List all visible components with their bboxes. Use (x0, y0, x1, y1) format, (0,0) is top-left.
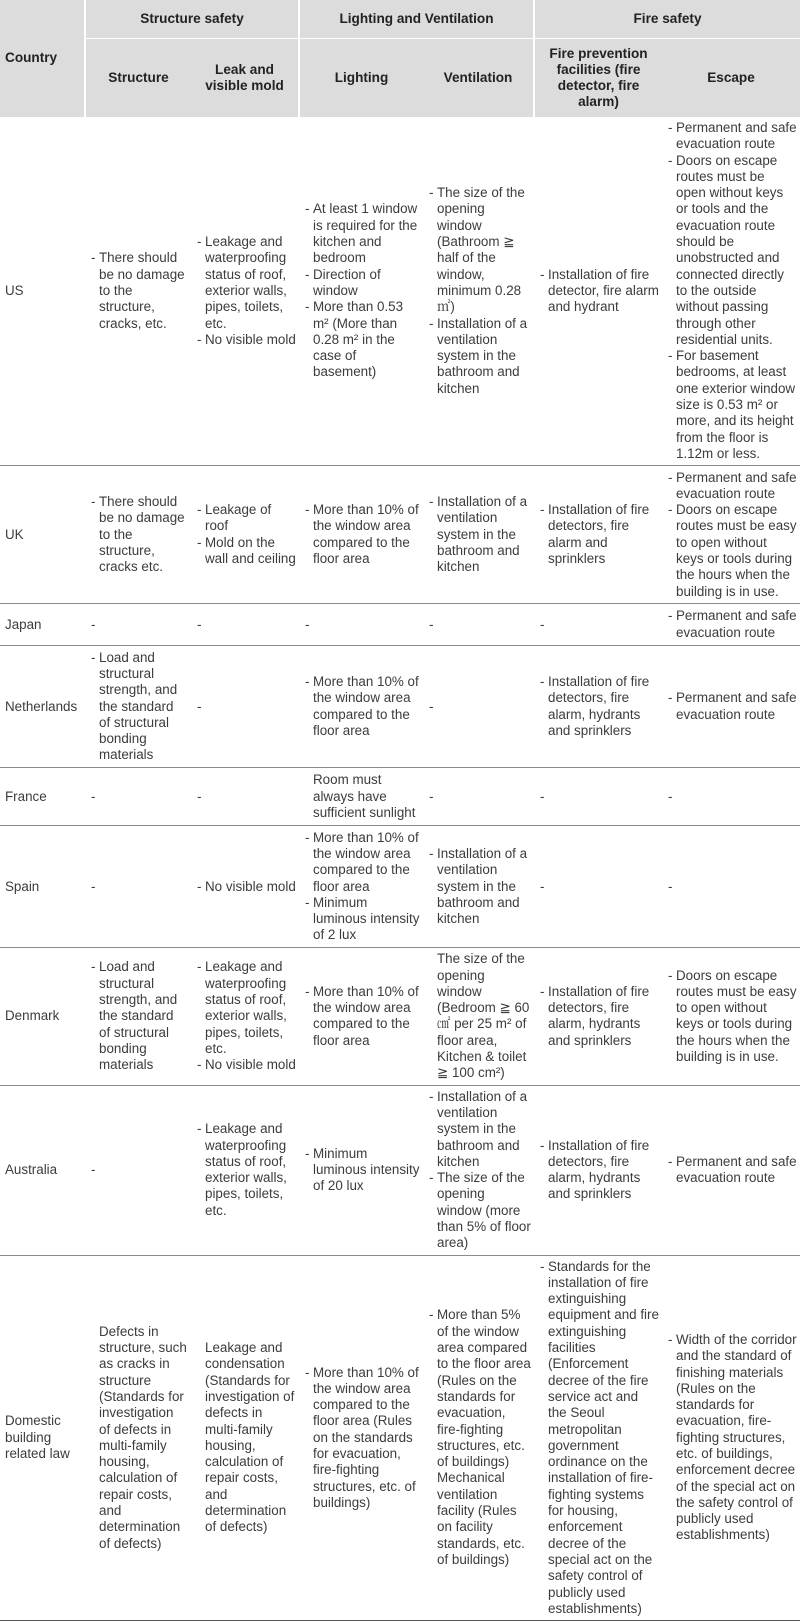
cell-lighting (299, 1255, 423, 1621)
table-row (0, 646, 800, 768)
cell-leak-mold (191, 466, 299, 604)
country-cell: Japan (0, 604, 85, 646)
cell-text: - (197, 698, 202, 714)
cell-fire-prevention (534, 466, 662, 604)
cell-structure (85, 948, 191, 1085)
cell-text: - (668, 878, 673, 894)
list-item: - Leakage of roof (197, 502, 296, 535)
cell-text: - (540, 788, 545, 804)
column-header-lighting: Lighting (299, 39, 423, 118)
list-item: - More than 10% of the window area compared to the floor area (305, 502, 420, 567)
cell-structure (85, 646, 191, 768)
cell-lighting (299, 117, 423, 466)
list-item: - More than 10% of the window area compared to the floor area (305, 674, 420, 739)
list-item (197, 1340, 296, 1536)
cell-structure (85, 117, 191, 466)
cell-escape (662, 768, 800, 826)
column-header-ventilation: Ventilation (423, 39, 534, 118)
table-row (0, 826, 800, 948)
list-item: - Installation of a ventilation system in the bathroom and kitchen (429, 494, 531, 575)
cell-fire-prevention (534, 604, 662, 646)
list-item: - Leakage and waterproofing status of roof, exterior walls, pipes, toilets, etc. (197, 959, 296, 1057)
list-item: - Installation of fire detectors, fire alarm, hydrants and sprinklers (540, 1138, 659, 1203)
country-cell: Spain (0, 826, 85, 948)
list-item (305, 772, 420, 821)
list-item (91, 1324, 188, 1552)
cell-text: - (197, 616, 202, 632)
column-header-leak-mold: Leak and visible mold (191, 39, 299, 118)
list-item: - Load and structural strength, and the standard of structural bonding materials (91, 959, 188, 1073)
table-header (0, 0, 800, 117)
cell-text: - (429, 698, 434, 714)
table-row (0, 117, 800, 466)
cell-leak-mold (191, 117, 299, 466)
list-item: - Installation of fire detectors, fire alarm, hydrants and sprinklers (540, 674, 659, 739)
country-cell: France (0, 768, 85, 826)
cell-leak-mold (191, 948, 299, 1085)
cell-fire-prevention (534, 117, 662, 466)
list-item: - Direction of window (305, 267, 420, 300)
cell-structure (85, 768, 191, 826)
cell-leak-mold (191, 646, 299, 768)
list-item: - Standards for the installation of fire extinguishing equipment and fire extinguishing facilities (Enforcement decree of the fire service act and the Seoul metropolitan government ordinance on the installation of fire-fighting systems for housing, enforcement decree of the special act on the safety control of publicly used establishments) (540, 1259, 659, 1618)
list-item: - Leakage and waterproofing status of roof, exterior walls, pipes, toilets, etc. (197, 234, 296, 332)
cell-fire-prevention (534, 826, 662, 948)
cell-structure (85, 466, 191, 604)
cell-lighting (299, 604, 423, 646)
cell-lighting (299, 948, 423, 1085)
table-row (0, 768, 800, 826)
list-item: - More than 10% of the window area compared to the floor area (Rules on the standards for evacuation, fire-fighting structures, etc. of buildings) (305, 1365, 420, 1512)
list-item: - There should be no damage to the structure, cracks etc. (91, 494, 188, 575)
cell-text: - (197, 788, 202, 804)
table-row (0, 948, 800, 1085)
list-item: - Installation of a ventilation system in the bathroom and kitchen (429, 846, 531, 927)
table-row (0, 1085, 800, 1255)
country-cell: UK (0, 466, 85, 604)
cell-lighting (299, 466, 423, 604)
list-item: - Minimum luminous intensity of 2 lux (305, 895, 420, 944)
cell-ventilation (423, 1255, 534, 1621)
cell-fire-prevention (534, 646, 662, 768)
table-row (0, 466, 800, 604)
list-item: - Installation of a ventilation system in the bathroom and kitchen (429, 1089, 531, 1170)
list-item: - More than 5% of the window area compared to the floor area (Rules on the standards for evacuation, fire-fighting structures, etc. of buildings) Mechanical ventilation facility (Rules on facility standards, etc. of buildings) (429, 1307, 531, 1568)
cell-structure (85, 1085, 191, 1255)
country-cell: Australia (0, 1085, 85, 1255)
cell-text: - (91, 788, 96, 804)
cell-ventilation (423, 466, 534, 604)
group-header-lighting-ventilation: Lighting and Ventilation (299, 0, 534, 39)
cell-leak-mold (191, 826, 299, 948)
list-item: - Installation of fire detectors, fire alarm, hydrants and sprinklers (540, 984, 659, 1049)
list-item: - At least 1 window is required for the kitchen and bedroom (305, 201, 420, 266)
cell-escape (662, 466, 800, 604)
list-item: - Leakage and waterproofing status of roof, exterior walls, pipes, toilets, etc. (197, 1121, 296, 1219)
list-item: - No visible mold (197, 879, 296, 895)
cell-text: - (91, 616, 96, 632)
cell-text: Room must always have sufficient sunlight (313, 772, 416, 820)
cell-text: - (668, 788, 673, 804)
country-cell: Denmark (0, 948, 85, 1085)
cell-escape (662, 948, 800, 1085)
country-cell: Netherlands (0, 646, 85, 768)
list-item: - Permanent and safe evacuation route (668, 1154, 797, 1187)
list-item: - The size of the opening window (more than 5% of floor area) (429, 1170, 531, 1251)
column-header-escape: Escape (662, 39, 800, 118)
cell-fire-prevention (534, 1085, 662, 1255)
list-item: - Installation of fire detector, fire alarm and hydrant (540, 267, 659, 316)
cell-leak-mold (191, 1255, 299, 1621)
list-item: - Permanent and safe evacuation route (668, 690, 797, 723)
cell-text: - (91, 878, 96, 894)
list-item: - The size of the opening window (Bathroom ≧ half of the window, minimum 0.28㎡) (429, 185, 531, 315)
country-cell: US (0, 117, 85, 466)
cell-leak-mold (191, 768, 299, 826)
list-item (429, 951, 531, 1081)
list-item: - For basement bedrooms, at least one exterior window size is 0.53 m² or more, and its height from the floor is 1.12m or less. (668, 348, 797, 462)
cell-escape (662, 1255, 800, 1621)
cell-leak-mold (191, 1085, 299, 1255)
cell-structure (85, 1255, 191, 1621)
list-item: - There should be no damage to the structure, cracks, etc. (91, 250, 188, 331)
list-item: - Installation of a ventilation system in the bathroom and kitchen (429, 316, 531, 397)
table-body (0, 117, 800, 1621)
list-item: - Mold on the wall and ceiling (197, 535, 296, 568)
cell-fire-prevention (534, 768, 662, 826)
cell-ventilation (423, 1085, 534, 1255)
cell-lighting (299, 768, 423, 826)
country-header: Country (0, 0, 85, 117)
list-item: - Doors on escape routes must be easy to open without keys or tools during the hours when the building is in use. (668, 968, 797, 1066)
country-cell: Domestic building related law (0, 1255, 85, 1621)
cell-text: - (305, 616, 310, 632)
list-item: - No visible mold (197, 332, 296, 348)
cell-escape (662, 1085, 800, 1255)
cell-structure (85, 826, 191, 948)
cell-text: - (540, 616, 545, 632)
cell-text: Defects in structure, such as cracks in structure (Standards for investigation of defects in multi-family housing, calculation of repair costs, and determination of defects) (99, 1323, 187, 1551)
cell-text: - (429, 788, 434, 804)
cell-lighting (299, 826, 423, 948)
cell-leak-mold (191, 604, 299, 646)
column-header-fire-prevention: Fire prevention facilities (fire detector, fire alarm) (534, 39, 662, 118)
cell-ventilation (423, 117, 534, 466)
cell-ventilation (423, 646, 534, 768)
list-item: - More than 0.53 m² (More than 0.28 m² in the case of basement) (305, 299, 420, 380)
cell-ventilation (423, 826, 534, 948)
cell-fire-prevention (534, 1255, 662, 1621)
list-item: - Permanent and safe evacuation route (668, 120, 797, 153)
cell-text: - (540, 878, 545, 894)
cell-escape (662, 646, 800, 768)
list-item: - Minimum luminous intensity of 20 lux (305, 1146, 420, 1195)
cell-escape (662, 117, 800, 466)
group-header-fire-safety: Fire safety (534, 0, 800, 39)
list-item: - Installation of fire detectors, fire alarm and sprinklers (540, 502, 659, 567)
cell-escape (662, 604, 800, 646)
list-item: - More than 10% of the window area compared to the floor area (305, 830, 420, 895)
column-header-structure: Structure (85, 39, 191, 118)
list-item: - More than 10% of the window area compared to the floor area (305, 984, 420, 1049)
list-item: - Doors on escape routes must be easy to open without keys or tools during the hours when the building is in use. (668, 502, 797, 600)
cell-ventilation (423, 768, 534, 826)
cell-escape (662, 826, 800, 948)
list-item: - Permanent and safe evacuation route (668, 470, 797, 503)
cell-text: - (91, 1161, 96, 1177)
cell-ventilation (423, 948, 534, 1085)
group-header-structure-safety: Structure safety (85, 0, 299, 39)
list-item: - Permanent and safe evacuation route (668, 608, 797, 641)
cell-text: The size of the opening window (Bedroom ≧ 60㎠ per 25 m² of floor area, Kitchen & toilet ≧ 100 cm²) (437, 951, 530, 1081)
cell-lighting (299, 646, 423, 768)
cell-text: Leakage and condensation (Standards for investigation of defects in multi-family housing, calculation of repair costs, and determination of defects) (205, 1340, 295, 1535)
list-item: - Width of the corridor and the standard of finishing materials (Rules on the standards for evacuation, fire-fighting structures, etc. of buildings, enforcement decree of the special act on the safety control of publicly used establishments) (668, 1332, 797, 1544)
cell-lighting (299, 1085, 423, 1255)
list-item: - No visible mold (197, 1057, 296, 1073)
list-item: - Doors on escape routes must be open without keys or tools and the evacuation route should be unobstructed and connected directly to the outside without passing through other residential units. (668, 153, 797, 349)
cell-ventilation (423, 604, 534, 646)
cell-structure (85, 604, 191, 646)
table-row (0, 604, 800, 646)
table-row (0, 1255, 800, 1621)
list-item: - Load and structural strength, and the standard of structural bonding materials (91, 650, 188, 764)
cell-text: - (429, 616, 434, 632)
cell-fire-prevention (534, 948, 662, 1085)
